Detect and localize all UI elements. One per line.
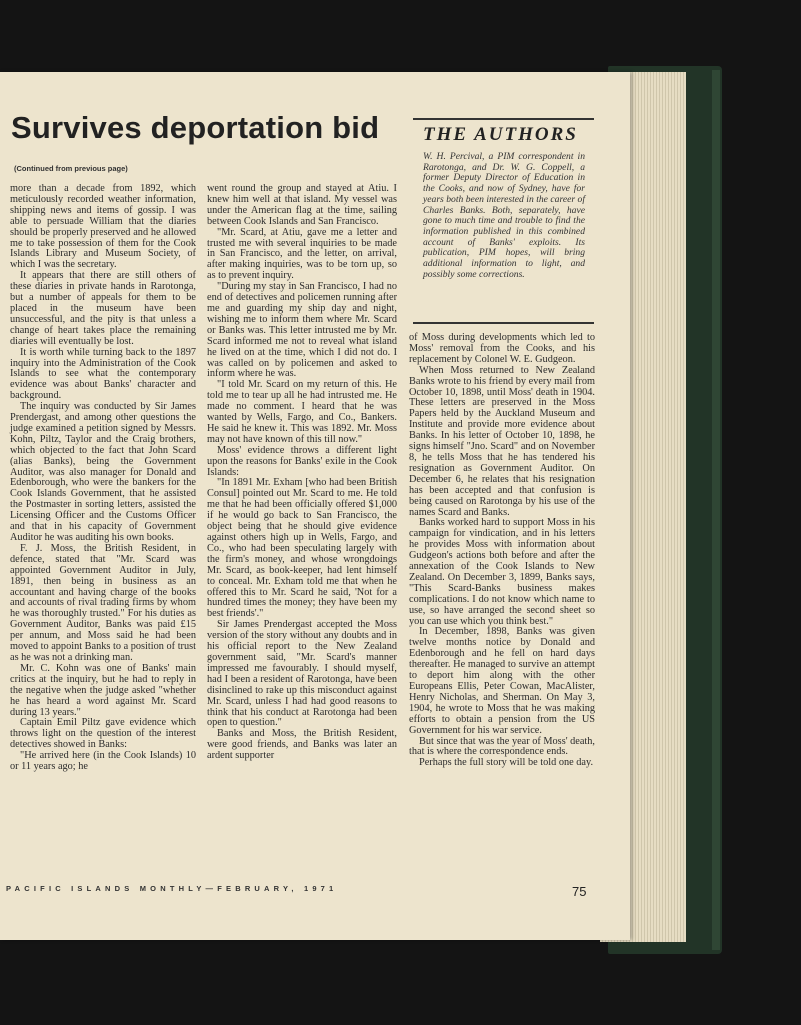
paragraph: "I told Mr. Scard on my return of this. He told me to tear up all he had intrusted me. He made no comment. I heard that he was wanted by Wells, Fargo, and Co., Bankers. He said he knew it. This was 1892. Mr. Moss may not have known of this till now." — [207, 379, 397, 445]
authors-text: W. H. Percival, a PIM correspondent in Rarotonga, and Dr. W. G. Coppell, a former Deputy Director of Education in the Cooks, and now of Sydney, have for years both been interested in the career of Charles Banks. Both, separately, have gone to much time and trouble to find the information published in this combined account of Banks' exploits. Its publication, PIM hopes, will bring additional information to light, and possibly some corrections. — [423, 151, 585, 280]
paragraph: When Moss returned to New Zealand Banks wrote to his friend by every mail from October 10, 1898, until Moss' death in 1904. These letters are preserved in the Moss Papers held by the Auckland Museum and Institute and provide more evidence about Banks. In his letter of October 10, 1898, he signs himself "Jno. Scard" and on November 8, he tells Moss that he has tendered his resignation as Government Auditor. On December 6, he relates that his resignation has been accepted and that confusion is being caused on Rarotonga by his use of the names Scard and Banks. — [409, 364, 595, 518]
paragraph: Mr. C. Kohn was one of Banks' main critics at the inquiry, but he had to reply in the negative when the judge asked "whether he has heard a word against Mr. Scard during 13 years." — [10, 662, 196, 718]
paragraph: It is worth while turning back to the 1897 inquiry into the Administration of the Cook Islands to see what the contemporary evidence was about Banks' character and background. — [10, 346, 196, 402]
paragraph: Sir James Prendergast accepted the Moss version of the story without any doubts and in his official report to the New Zealand government said, "Mr. Scard's manner impressed me favourably. I should myself, had I been a resident of Rarotonga, have been disinclined to rake up this misconduct against Mr. Scard, unless I had had good reasons to think that his conduct at Rarotonga had been open to question." — [207, 619, 397, 729]
article-title: Survives deportation bid — [11, 110, 380, 145]
column-1 — [10, 184, 196, 773]
paragraph: "He arrived here (in the Cook Islands) 10 or 11 years ago; he — [10, 750, 196, 773]
paragraph: Moss' evidence throws a different light upon the reasons for Banks' exile in the Cook Islands: — [207, 444, 397, 478]
paragraph: F. J. Moss, the British Resident, in defence, stated that "Mr. Scard was appointed Government Auditor in July, 1891, then being in business as an accountant and having charge of the books and accounts of rival trading firms by whom he was thoroughly trusted." For his duties as Government Auditor, Banks was paid £15 per annum, and Moss said he had been moved to appoint Banks to a position of trust as he was not a drinking man. — [10, 542, 196, 663]
paragraph: The inquiry was conducted by Sir James Prendergast, and among other questions the judge examined a petition signed by Messrs. Kohn, Piltz, Taylor and the Craig brothers, which objected to the fact that John Scard (alias Banks), being the Government Auditor, was also manager for Donald and Edenborough, who were the bankers for the Cook Islands Government, that he assisted the Postmaster in sorting letters, assisted the Licensing Officer and the Customs Officer and that in his capacity of Government Auditor he was auditing his own books. — [10, 401, 196, 543]
authors-box-bottom-rule — [413, 322, 594, 324]
paragraph: "During my stay in San Francisco, I had no end of detectives and policemen running after me and guarding my ship day and night, wishing me to inform them where Mr. Scard or Banks was. This letter intrusted me by Mr. Scard informed me not to reveal what island he lived on at the time, which I did not do. I was called on by policemen and asked to inform where he was. — [207, 281, 397, 380]
paragraph: Captain Emil Piltz gave evidence which throws light on the question of the interest detectives showed in Banks: — [10, 717, 196, 751]
column-2 — [207, 184, 397, 762]
paragraph: more than a decade from 1892, which meticulously recorded weather information, shipping news and items of gossip. I was able to persuade William that the diaries should be properly preserved and he allowed me to take possession of them for the Cook Islands Library and Museum Society, of which I was the secretary. — [10, 183, 196, 271]
column-3 — [409, 333, 595, 769]
authors-box-top-rule — [413, 118, 594, 120]
paragraph: Banks worked hard to support Moss in his campaign for vindication, and in his letters he provides Moss with information about Gudgeon's actions both before and after the annexation of the Cook Islands to New Zealand. On December 3, 1899, Banks says, "This Scard-Banks business makes complications. I do not know which name to use, so have arranged the second sheet so you can use which you think best." — [409, 517, 595, 627]
paragraph: It appears that there are still others of these diaries in private hands in Rarotonga, but a number of appeals for them to be placed in the museum have been unsuccessful, and the pity is that unless a change of heart takes place the remaining diaries will eventually be lost. — [10, 270, 196, 347]
paragraph: of Moss during developments which led to Moss' removal from the Cooks, and his replacement by Colonel W. E. Gudgeon. — [409, 332, 595, 365]
publication-footer: PACIFIC ISLANDS MONTHLY—FEBRUARY, 1971 — [6, 884, 338, 893]
paragraph: Banks and Moss, the British Resident, were good friends, and Banks was later an ardent supporter — [207, 728, 397, 762]
paragraph: "In 1891 Mr. Exham [who had been British Consul] pointed out Mr. Scard to me. He told me that he had been officially offered $1,000 if he would go back to San Francisco, the object being that he should give evidence against others high up in Wells, Fargo, and Co., who had been speculating largely with the firm's money, and whose wrongdoings Mr. Scard, as book-keeper, had lent himself to conceal. Mr. Exham told me that when he offered this to Mr. Scard he said, 'Not for a hundred times the money; they have been my best friends'." — [207, 477, 397, 620]
paragraph: went round the group and stayed at Atiu. I knew him well at that island. My vessel was under the American flag at the time, sailing between Cook Islands and San Francisco. — [207, 183, 397, 227]
paragraph: In December, 1898, Banks was given twelve months notice by Donald and Edenborough and he fell on hard days thereafter. He managed to survive an attempt to deport him along with the other Europeans Ellis, Peter Cowan, MacAlister, Henry Nicholas, and Sherman. On May 3, 1904, he wrote to Moss that he was making efforts to obtain a pension from the US Government for his war service. — [409, 626, 595, 736]
authors-heading: THE AUTHORS — [423, 124, 578, 145]
continued-note: (Continued from previous page) — [14, 164, 128, 173]
book-cover-edge — [712, 70, 720, 950]
paragraph: But since that was the year of Moss' death, that is where the correspondence ends. — [409, 735, 596, 758]
paragraph: "Mr. Scard, at Atiu, gave me a letter and trusted me with several inquiries to be made in San Francisco, and the letter, on arrival, after making inquiries, was to be torn up, so as to prevent inquiry. — [207, 226, 397, 282]
paragraph: Perhaps the full story will be told one day. — [419, 757, 594, 769]
page-number: 75 — [572, 884, 587, 899]
